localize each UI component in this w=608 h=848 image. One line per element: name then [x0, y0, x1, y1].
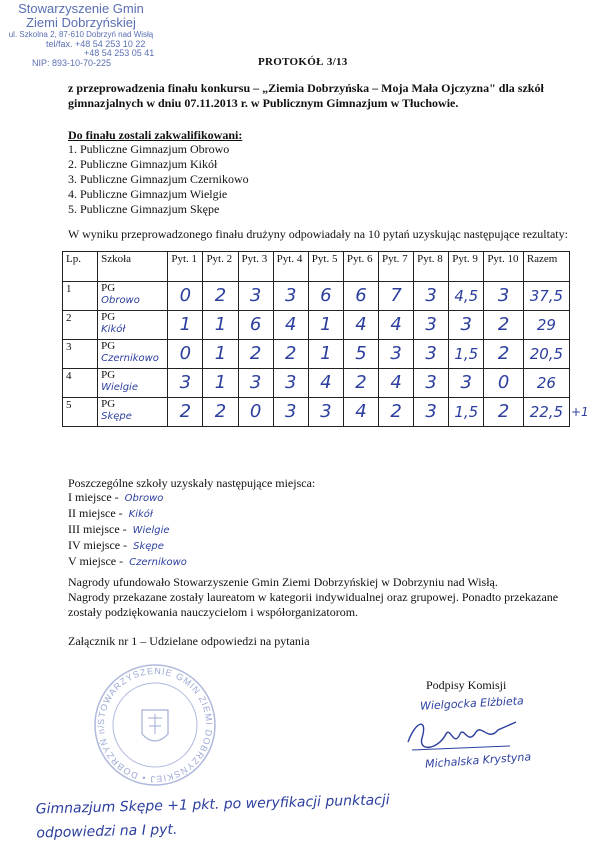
- header-q6: Pyt. 6: [343, 252, 378, 282]
- header-lp: Lp.: [63, 252, 98, 282]
- place-label: I miejsce -: [68, 490, 119, 504]
- score-cell: 2: [273, 340, 308, 369]
- row-school-prefix: PG: [101, 398, 116, 410]
- header-q1: Pyt. 1: [168, 252, 203, 282]
- place-item: [68, 506, 187, 522]
- score-cell: 1: [308, 340, 343, 369]
- score-cell: 1,5: [449, 398, 484, 427]
- score-cell: 3: [238, 282, 273, 311]
- row-school: [98, 282, 168, 311]
- table-row: [63, 311, 570, 340]
- note-line1: Gimnazjum Skępe +1 pkt. po weryfikacji punktacji: [35, 792, 390, 818]
- score-cell: 6: [308, 282, 343, 311]
- total-cell: 37,5: [523, 282, 569, 311]
- score-cell: 4: [308, 369, 343, 398]
- score-cell: 6: [343, 282, 378, 311]
- score-cell: 2: [484, 311, 524, 340]
- score-cell: 6: [238, 311, 273, 340]
- score-cell: 7: [378, 282, 413, 311]
- table-row: [63, 369, 570, 398]
- row-lp: 2: [63, 311, 98, 340]
- place-item: [68, 554, 187, 570]
- score-cell: 3: [273, 282, 308, 311]
- score-cell: 3: [378, 340, 413, 369]
- qualified-list: [68, 142, 249, 217]
- score-cell: 3: [484, 282, 524, 311]
- place-label: V miejsce -: [68, 554, 124, 568]
- table-row: [63, 282, 570, 311]
- awards-line2: Nagrody przekazane zostały laureatom w kategorii indywidualnej oraz grupowej. Ponadto przekazane zostały podziękowania nauczycielom i współorganizatorom.: [68, 590, 559, 619]
- place-school: Skępe: [133, 541, 164, 552]
- results-table: [62, 251, 570, 427]
- score-cell: 3: [414, 282, 449, 311]
- stamp-org-line2: Ziemi Dobrzyńskiej: [26, 14, 136, 30]
- round-stamp: [92, 662, 218, 793]
- header-q9: Pyt. 9: [449, 252, 484, 282]
- score-cell: 1,5: [449, 340, 484, 369]
- score-cell: 1: [308, 311, 343, 340]
- table-header-row: [63, 252, 570, 282]
- place-item: [68, 522, 187, 538]
- qualified-heading: Do finału zostali zakwalifikowani:: [68, 128, 243, 142]
- row-school-name: Czernikowo: [101, 353, 159, 364]
- total-cell: 29: [523, 311, 569, 340]
- row-school: [98, 311, 168, 340]
- total-cell: 22,5: [523, 398, 569, 427]
- place-label: II miejsce -: [68, 506, 123, 520]
- score-cell: 4,5: [449, 282, 484, 311]
- qualified-item: 4. Publiczne Gimnazjum Wielgie: [68, 187, 228, 201]
- score-cell: 4: [378, 311, 413, 340]
- row-school-prefix: PG: [101, 282, 116, 294]
- row-school-name: Kikół: [101, 324, 126, 335]
- extra-point-mark: +1: [571, 405, 589, 419]
- score-cell: 4: [343, 311, 378, 340]
- score-cell: 1: [203, 369, 238, 398]
- header-q10: Pyt. 10: [484, 252, 524, 282]
- row-school-name: Wielgie: [101, 382, 138, 393]
- header-school: Szkoła: [98, 252, 168, 282]
- stamp-nip: NIP: 893-10-70-225: [32, 57, 112, 68]
- row-school: [98, 340, 168, 369]
- score-cell: 1: [203, 311, 238, 340]
- signatures-label: Podpisy Komisji: [426, 678, 507, 692]
- signature-1: Wielgocka Elżbieta: [419, 694, 525, 713]
- row-school-prefix: PG: [101, 340, 116, 352]
- places-heading: Poszczególne szkoły uzyskały następujące miejsca:: [68, 476, 316, 490]
- places-list: [68, 490, 187, 570]
- awards-line1: Nagrody ufundowało Stowarzyszenie Gmin Ziemi Dobrzyńskiej w Dobrzyniu nad Wisłą.: [68, 575, 498, 589]
- score-cell: 3: [273, 369, 308, 398]
- score-cell: 1: [203, 340, 238, 369]
- header-q2: Pyt. 2: [203, 252, 238, 282]
- score-cell: 3: [414, 311, 449, 340]
- score-cell: 4: [273, 311, 308, 340]
- signature-2: Michalska Krystyna: [424, 750, 532, 771]
- score-cell: 3: [273, 398, 308, 427]
- place-school: Kikół: [128, 509, 153, 520]
- score-cell: 2: [238, 340, 273, 369]
- row-school-name: Obrowo: [101, 295, 140, 306]
- score-cell: 1: [168, 311, 203, 340]
- score-cell: 3: [449, 369, 484, 398]
- score-cell: 0: [238, 398, 273, 427]
- score-cell: 2: [168, 398, 203, 427]
- place-school: Obrowo: [124, 493, 164, 504]
- document-title: PROTOKÓŁ 3/13: [258, 56, 348, 68]
- row-school-prefix: PG: [101, 369, 116, 381]
- place-item: [68, 490, 187, 506]
- score-cell: 3: [414, 340, 449, 369]
- document-subtitle: z przeprowadzenia finału konkursu – „Ziemia Dobrzyńska – Moja Mała Ojczyzna" dla szkół gimnazjalnych w dniu 07.11.2013 r. w Publicznym Gimnazjum w Tłuchowie.: [68, 81, 544, 110]
- place-label: III miejsce -: [68, 522, 127, 536]
- header-q5: Pyt. 5: [308, 252, 343, 282]
- row-school: [98, 398, 168, 427]
- results-intro: W wyniku przeprowadzonego finału drużyny odpowiadały na 10 pytań uzyskując następujące rezultaty:: [68, 227, 568, 241]
- table-row: [63, 398, 570, 427]
- score-cell: 2: [203, 398, 238, 427]
- score-cell: 4: [378, 369, 413, 398]
- header-total: Razem: [523, 252, 569, 282]
- total-cell: 20,5: [523, 340, 569, 369]
- place-label: IV miejsce -: [68, 538, 128, 552]
- score-cell: 2: [378, 398, 413, 427]
- row-school-prefix: PG: [101, 311, 116, 323]
- place-school: Czernikowo: [129, 557, 187, 568]
- score-cell: 2: [484, 398, 524, 427]
- awards-paragraph: [68, 575, 588, 620]
- score-cell: 3: [168, 369, 203, 398]
- stamp-address: ul. Szkolna 2, 87-610 Dobrzyń nad Wisłą: [8, 30, 154, 40]
- stamp-org-line1: Stowarzyszenie Gmin: [18, 1, 144, 16]
- qualified-item: 1. Publiczne Gimnazjum Obrowo: [68, 142, 230, 156]
- round-stamp-graphic: [92, 662, 218, 788]
- round-stamp-text: STOWARZYSZENIE GMIN ZIEMI DOBRZYŃSKIEJ • DOBRZYŃ n/: [95, 665, 215, 785]
- header-q8: Pyt. 8: [414, 252, 449, 282]
- score-cell: 0: [484, 369, 524, 398]
- score-cell: 4: [343, 398, 378, 427]
- header-q3: Pyt. 3: [238, 252, 273, 282]
- score-cell: 3: [449, 311, 484, 340]
- score-cell: 3: [414, 369, 449, 398]
- row-school-name: Skępe: [101, 411, 132, 422]
- header-q7: Pyt. 7: [378, 252, 413, 282]
- row-school: [98, 369, 168, 398]
- score-cell: 2: [484, 340, 524, 369]
- score-cell: 5: [343, 340, 378, 369]
- header-q4: Pyt. 4: [273, 252, 308, 282]
- score-cell: 3: [238, 369, 273, 398]
- score-cell: 3: [308, 398, 343, 427]
- header-stamp: [6, 2, 156, 68]
- annex-note: Załącznik nr 1 – Udzielane odpowiedzi na pytania: [68, 634, 310, 648]
- score-cell: 2: [203, 282, 238, 311]
- qualified-item: 2. Publiczne Gimnazjum Kikół: [68, 157, 218, 171]
- row-lp: 4: [63, 369, 98, 398]
- total-cell: 26: [523, 369, 569, 398]
- row-lp: 1: [63, 282, 98, 311]
- score-cell: 3: [414, 398, 449, 427]
- score-cell: 0: [168, 282, 203, 311]
- row-lp: 3: [63, 340, 98, 369]
- score-cell: 2: [343, 369, 378, 398]
- qualified-item: 3. Publiczne Gimnazjum Czernikowo: [68, 172, 249, 186]
- row-lp: 5: [63, 398, 98, 427]
- table-row: [63, 340, 570, 369]
- score-cell: 0: [168, 340, 203, 369]
- qualified-item: 5. Publiczne Gimnazjum Skępe: [68, 202, 220, 216]
- place-item: [68, 538, 187, 554]
- place-school: Wielgie: [132, 525, 170, 536]
- stamp-tel1: tel/fax. +48 54 253 10 22: [46, 38, 146, 49]
- stamp-tel2: +48 54 253 05 41: [84, 48, 155, 59]
- note-line2: odpowiedzi na I pyt.: [36, 821, 178, 842]
